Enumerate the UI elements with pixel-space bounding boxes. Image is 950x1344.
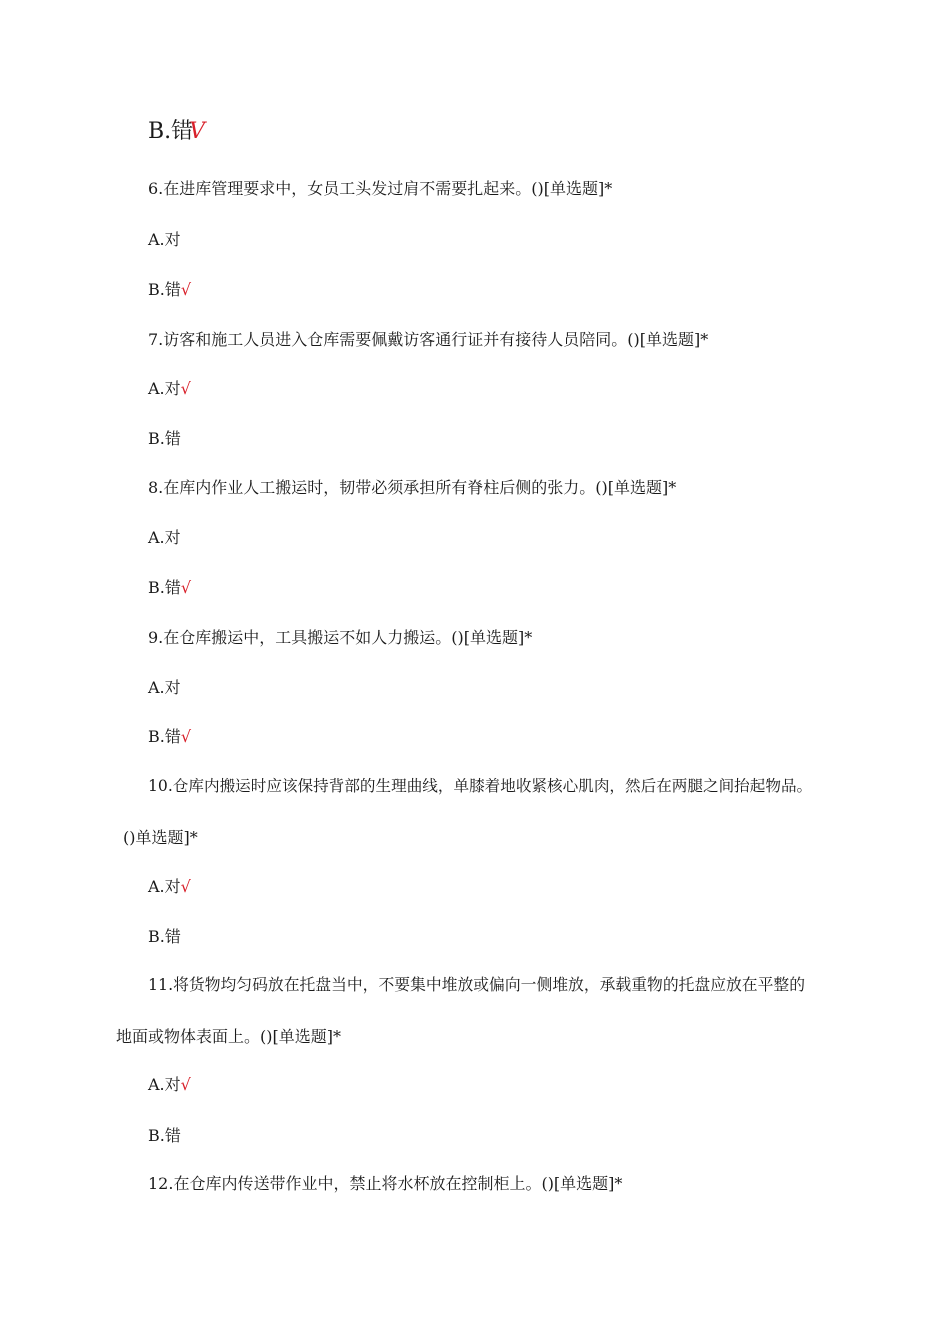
answer-b-line <box>148 118 205 146</box>
option-text: A.对 <box>148 379 181 398</box>
question-11 <box>148 975 805 995</box>
question-text: 8.在库内作业人工搬运时，韧带必须承担所有脊柱后侧的张力。()[单选题]* <box>148 478 677 497</box>
option-text: B.错 <box>148 1126 181 1145</box>
option-b <box>148 1126 181 1146</box>
question-text: 6.在进库管理要求中，女员工头发过肩不需要扎起来。()[单选题]* <box>148 179 613 198</box>
question-text: 12.在仓库内传送带作业中，禁止将水杯放在控制柜上。()[单选题]* <box>148 1174 623 1193</box>
check-mark: √ <box>180 727 192 746</box>
option-a <box>148 230 181 250</box>
question-text: 9.在仓库搬运中，工具搬运不如人力搬运。()[单选题]* <box>148 628 533 647</box>
option-a <box>148 379 191 399</box>
check-mark: √ <box>180 877 191 896</box>
option-text: A.对 <box>148 877 181 896</box>
question-8 <box>148 478 676 498</box>
option-b <box>148 727 191 747</box>
check-mark: √ <box>180 1075 191 1094</box>
check-mark: √ <box>180 578 192 597</box>
option-a <box>148 1075 191 1095</box>
question-10-continued <box>123 828 198 848</box>
question-text: 7.访客和施工人员进入仓库需要佩戴访客通行证并有接待人员陪同。()[单选题]* <box>148 330 709 349</box>
check-mark: √ <box>180 379 191 398</box>
option-b <box>148 578 191 598</box>
option-a <box>148 528 181 548</box>
question-text: 地面或物体表面上。()[单选题]* <box>116 1027 341 1046</box>
option-text: B.错 <box>148 927 181 946</box>
question-6 <box>148 179 612 199</box>
option-text: A.对 <box>148 528 181 547</box>
option-a <box>148 877 191 897</box>
option-text: B.错 <box>148 429 181 448</box>
question-10 <box>148 776 812 796</box>
answer-text: B.错 <box>148 119 194 144</box>
option-a <box>148 678 181 698</box>
option-b <box>148 927 181 947</box>
option-text: A.对 <box>148 1075 181 1094</box>
question-7 <box>148 330 708 350</box>
question-12 <box>148 1174 622 1194</box>
check-mark: √ <box>180 280 192 299</box>
option-text: A.对 <box>148 678 181 697</box>
option-text: B.错 <box>148 727 181 746</box>
check-mark: V <box>189 119 206 144</box>
option-b <box>148 280 191 300</box>
option-text: B.错 <box>148 280 181 299</box>
option-b <box>148 429 181 449</box>
question-text: 11.将货物均匀码放在托盘当中，不要集中堆放或偏向一侧堆放，承载重物的托盘应放在平整的 <box>148 975 805 994</box>
question-text: ()单选题]* <box>123 828 198 847</box>
question-9 <box>148 628 532 648</box>
question-text: 10.仓库内搬运时应该保持背部的生理曲线，单膝着地收紧核心肌肉，然后在两腿之间抬起物品。 <box>148 777 813 795</box>
option-text: B.错 <box>148 578 181 597</box>
option-text: A.对 <box>148 230 181 249</box>
question-11-continued <box>116 1027 341 1047</box>
